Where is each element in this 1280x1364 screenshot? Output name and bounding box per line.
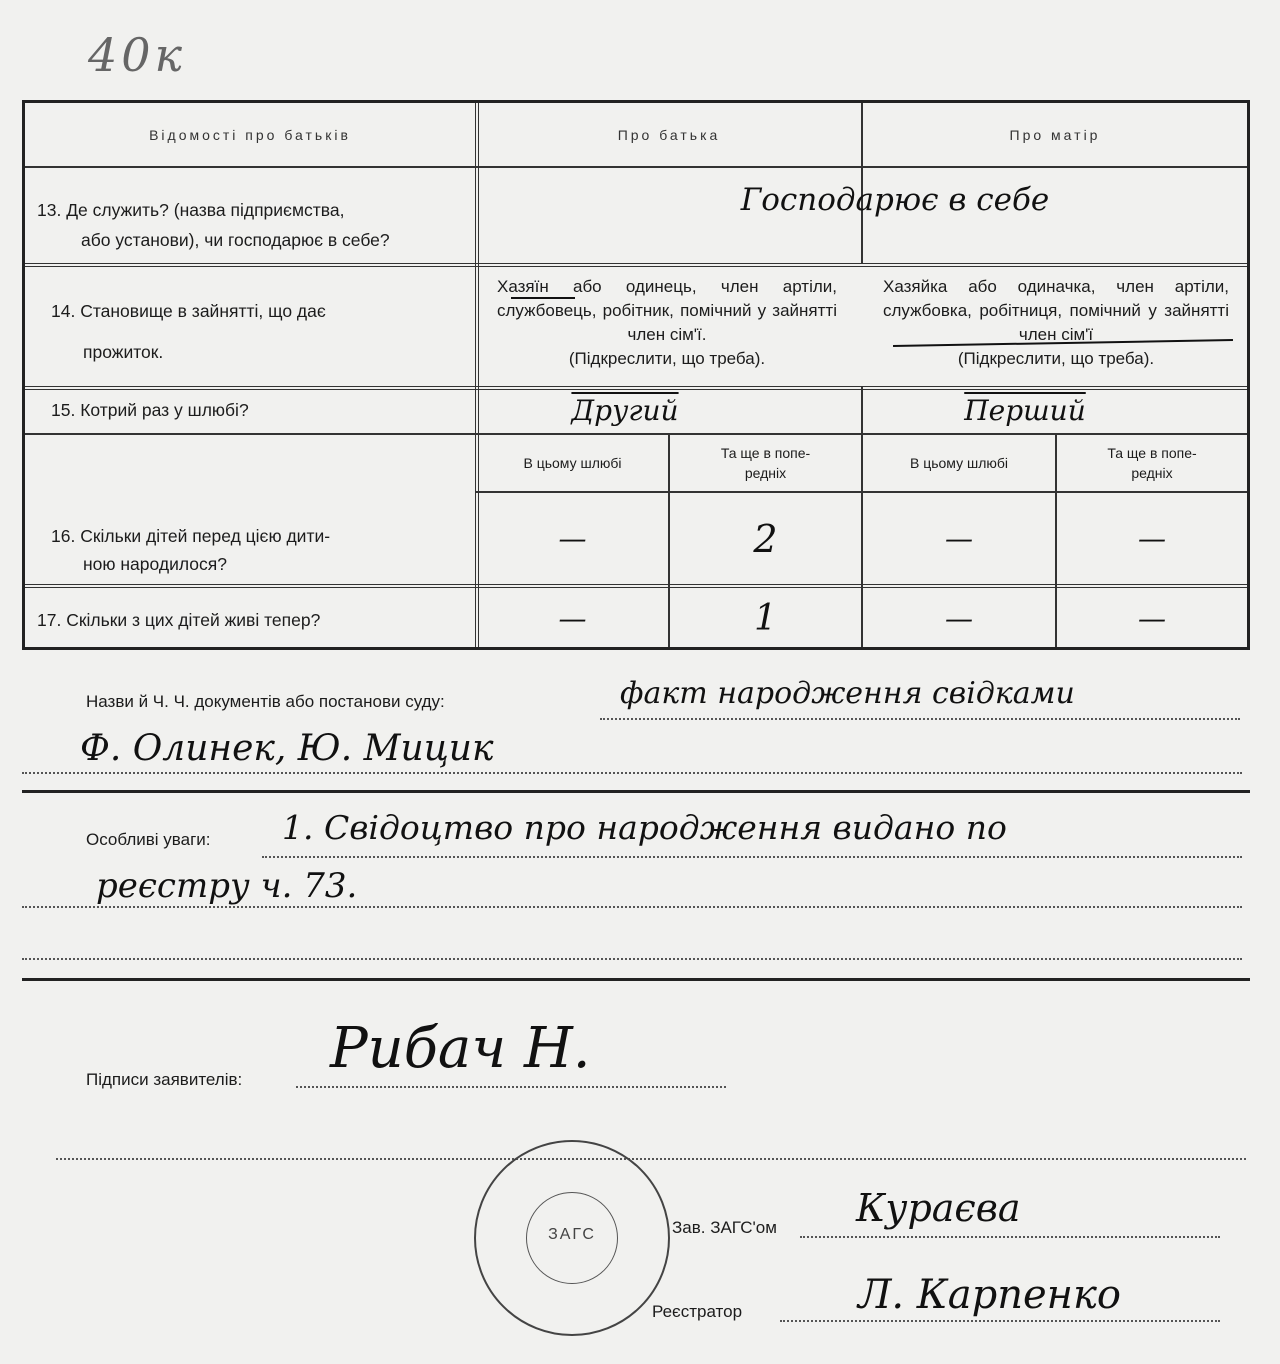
row16-father-previous: 2 xyxy=(753,516,778,561)
row13-answer: Господарює в себе xyxy=(740,182,1050,218)
row16-father-this: — xyxy=(558,522,587,555)
zags-head-signature: Кураєва xyxy=(856,1186,1021,1230)
subheader-father-this-marriage: В цьому шлюбі xyxy=(523,455,622,471)
official-stamp xyxy=(474,1140,670,1336)
header-info: Відомості про батьків xyxy=(149,126,351,143)
row16-question-line2: ною народилося? xyxy=(83,554,227,574)
row13-question-line1: 13. Де служить? (назва підприємства, xyxy=(37,200,345,220)
row15-mother-answer: Перший xyxy=(964,393,1086,427)
subheader-father-previous xyxy=(670,435,861,491)
row17-father-previous: 1 xyxy=(754,597,777,639)
applicant-signature: Рибач Н. xyxy=(330,1016,591,1081)
subheader-mother-previous-line2: редніх xyxy=(1131,465,1173,481)
subheader-father-previous-line2: редніх xyxy=(744,465,787,481)
header-mother: Про матір xyxy=(1009,126,1101,143)
row14-mother-note: (Підкреслити, що треба). xyxy=(957,349,1155,368)
zags-head-label: Зав. ЗАГС'ом xyxy=(672,1218,777,1237)
remarks-label: Особливі уваги: xyxy=(86,830,211,849)
row15-question: 15. Котрий раз у шлюбі? xyxy=(51,400,249,420)
row16-mother-previous: — xyxy=(1138,522,1166,555)
row15-father-answer: Другий xyxy=(571,393,679,427)
remarks-value-line1: 1. Свідоцтво про народження видано по xyxy=(282,808,1007,847)
row14-mother-options: Хазяйка або одиначка, член артіли, службовка, робітниця, помічний у зайнятті член сім'ї xyxy=(883,277,1229,344)
row13-question-line2: або установи), чи господарює в себе? xyxy=(81,230,390,250)
stamp-text: ЗАГС xyxy=(548,1226,596,1243)
applicants-label: Підписи заявителів: xyxy=(86,1070,243,1089)
registrar-signature: Л. Карпенко xyxy=(858,1272,1121,1318)
documents-label: Назви й Ч. Ч. документів або постанови суду: xyxy=(86,692,445,711)
remarks-value-line2: реєстру ч. 73. xyxy=(96,866,358,906)
row14-father-options: Хазяїн або одинець, член артіли, службовець, робітник, помічний у зайнятті член сім'ї. xyxy=(497,277,837,344)
row17-father-this: — xyxy=(558,601,587,635)
archive-mark: 40к xyxy=(88,28,187,82)
subheader-mother-previous xyxy=(1057,435,1247,491)
row14-father-note: (Підкреслити, що треба). xyxy=(568,349,766,368)
subheader-father-previous-line1: Та ще в попе- xyxy=(720,445,811,461)
row16-mother-this: — xyxy=(945,522,973,555)
subheader-mother-previous-line1: Та ще в попе- xyxy=(1107,445,1197,461)
row14-question-line1: 14. Становище в зайнятті, що дає xyxy=(51,301,326,321)
row16-question-line1: 16. Скільки дітей перед цією дити- xyxy=(51,526,331,546)
documents-value-line2: Ф. Олинек, Ю. Мицик xyxy=(80,728,494,769)
registrar-label: Реєстратор xyxy=(652,1302,743,1321)
parents-info-table xyxy=(22,100,1250,650)
subheader-mother-this-marriage: В цьому шлюбі xyxy=(909,455,1009,471)
row17-mother-this: — xyxy=(945,601,973,635)
row17-mother-previous: — xyxy=(1138,601,1166,635)
underline-father-owner xyxy=(511,297,575,299)
header-father: Про батька xyxy=(617,126,721,143)
documents-value-line1: факт народження свідками xyxy=(620,676,1075,711)
row17-question: 17. Скільки з цих дітей живі тепер? xyxy=(37,610,321,630)
row14-question-line2: прожиток. xyxy=(83,342,164,362)
